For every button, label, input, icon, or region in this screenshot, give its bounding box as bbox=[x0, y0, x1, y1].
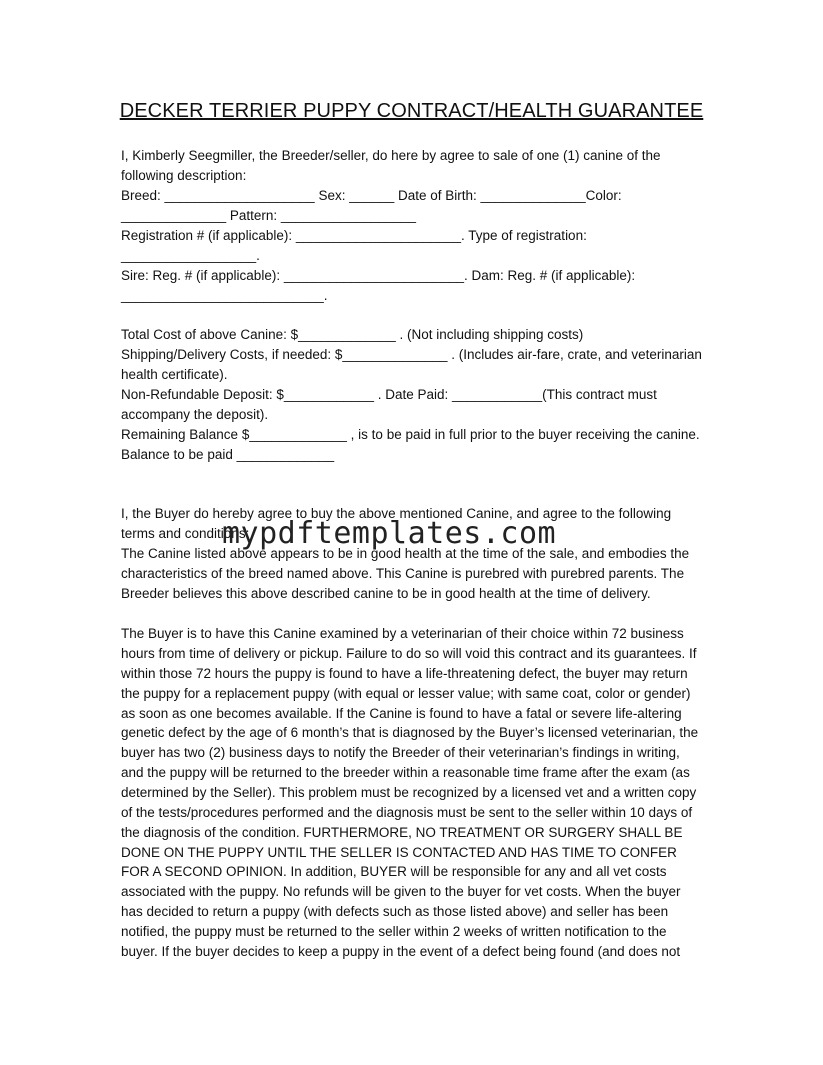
text-line: Sire: Reg. # (if applicable): ________________________. Dam: Reg. # (if applicable): bbox=[121, 268, 636, 283]
text-line: terms and conditions: bbox=[121, 526, 250, 541]
text-line: The Canine listed above appears to be in good health at the time of the sale, and embodies the bbox=[121, 546, 690, 561]
text-line: characteristics of the breed named above. This Canine is purebred with purebred parents. The bbox=[121, 566, 685, 581]
text-line: Non-Refundable Deposit: $____________ . Date Paid: ____________(This contract must bbox=[121, 387, 657, 402]
text-line: within those 72 hours the puppy is found to have a life-threatening defect, the buyer may return bbox=[121, 666, 688, 681]
text-line: accompany the deposit). bbox=[121, 407, 269, 422]
text-line: FOR A SECOND OPINION. In addition, BUYER will be responsible for any and all vet costs bbox=[121, 864, 667, 879]
text-line: Breed: ____________________ Sex: ______ Date of Birth: ______________Color: bbox=[121, 188, 622, 203]
text-line: Remaining Balance $_____________ , is to be paid in full prior to the buyer receiving the canine. bbox=[121, 427, 700, 442]
document-title: DECKER TERRIER PUPPY CONTRACT/HEALTH GUARANTEE bbox=[119, 100, 704, 122]
text-line: __________________. bbox=[121, 248, 260, 263]
text-line: Balance to be paid _____________ bbox=[121, 447, 335, 462]
text-line: and the puppy will be returned to the breeder within a reasonable time frame after the exam (as bbox=[121, 765, 690, 780]
text-line: I, Kimberly Seegmiller, the Breeder/seller, do here by agree to sale of one (1) canine of the bbox=[121, 148, 661, 163]
watermark-text: mypdftemplates.com bbox=[222, 516, 557, 551]
text-line: The Buyer is to have this Canine examined by a veterinarian of their choice within 72 business bbox=[121, 626, 684, 641]
text-line: following description: bbox=[121, 168, 247, 183]
text-line: notified, the puppy must be returned to the seller within 2 weeks of written notification to the bbox=[121, 924, 667, 939]
text-line: the diagnosis of the condition. FURTHERMORE, NO TREATMENT OR SURGERY SHALL BE bbox=[121, 825, 683, 840]
text-line: buyer. If the buyer decides to keep a puppy in the event of a defect being found (and does not bbox=[121, 944, 681, 959]
text-line: ___________________________. bbox=[121, 288, 328, 303]
text-line: Total Cost of above Canine: $_____________ . (Not including shipping costs) bbox=[121, 327, 584, 342]
text-line: hours from time of delivery or pickup. Failure to do so will void this contract and its guarantees. If bbox=[121, 646, 697, 661]
text-line: Registration # (if applicable): ______________________. Type of registration: bbox=[121, 228, 587, 243]
text-line: associated with the puppy. No refunds will be given to the buyer for vet costs. When the buyer bbox=[121, 884, 681, 899]
text-line: as soon as one becomes available. If the Canine is found to have a fatal or severe life-altering bbox=[121, 706, 682, 721]
text-line: I, the Buyer do hereby agree to buy the above mentioned Canine, and agree to the following bbox=[121, 506, 672, 521]
text-line: ______________ Pattern: __________________ bbox=[121, 208, 417, 223]
text-line: the puppy for a replacement puppy (with equal or lesser value; with same coat, color or gender) bbox=[121, 686, 691, 701]
text-line: determined by the Seller). This problem must be recognized by a licensed vet and a written copy bbox=[121, 785, 697, 800]
text-line: genetic defect by the age of 6 month’s that is diagnosed by the Buyer’s licensed veterinarian, the bbox=[121, 725, 699, 740]
text-line: of the tests/procedures performed and the diagnosis must be sent to the seller within 10 days of bbox=[121, 805, 693, 820]
text-line: Breeder believes this above described canine to be in good health at the time of delivery. bbox=[121, 586, 651, 601]
text-line: has decided to return a puppy (with defects such as those listed above) and seller has been bbox=[121, 904, 669, 919]
text-line: Shipping/Delivery Costs, if needed: $______________ . (Includes air-fare, crate, and veterinarian bbox=[121, 347, 702, 362]
text-line: health certificate). bbox=[121, 367, 228, 382]
text-line: DONE ON THE PUPPY UNTIL THE SELLER IS CONTACTED AND HAS TIME TO CONFER bbox=[121, 845, 677, 860]
text-line: buyer has two (2) business days to notify the Breeder of their veterinarian’s findings in writing, bbox=[121, 745, 680, 760]
